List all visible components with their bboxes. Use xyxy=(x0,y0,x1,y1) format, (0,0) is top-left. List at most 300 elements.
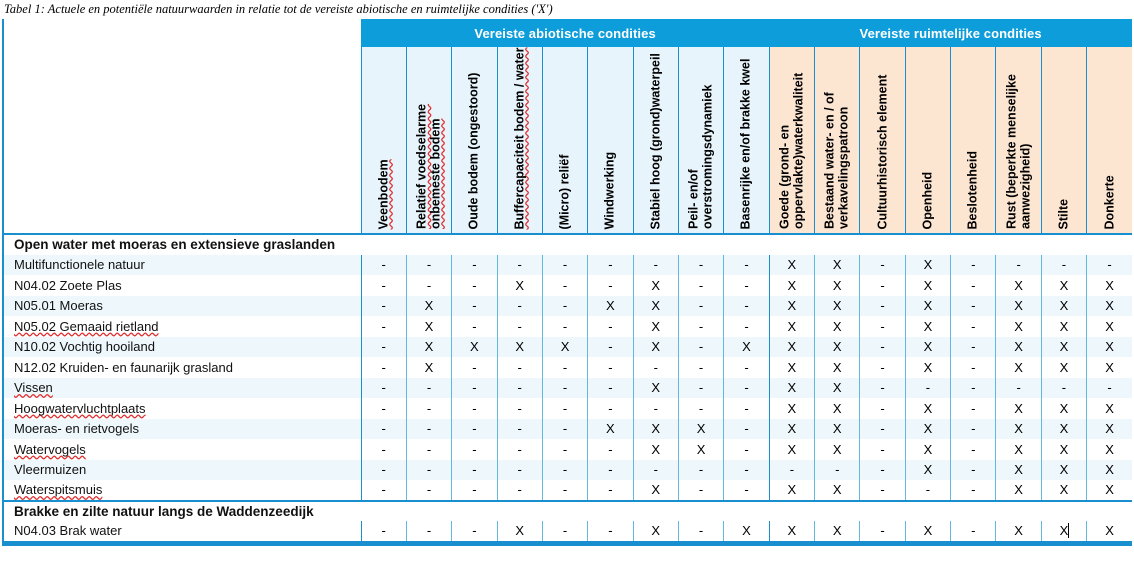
matrix-cell[interactable]: X xyxy=(905,255,950,276)
matrix-cell[interactable]: X xyxy=(769,480,814,501)
matrix-cell[interactable]: - xyxy=(860,398,905,419)
matrix-cell[interactable]: X xyxy=(633,316,678,337)
matrix-cell[interactable]: X xyxy=(815,337,860,358)
matrix-cell[interactable]: - xyxy=(860,480,905,501)
matrix-cell[interactable]: - xyxy=(588,337,633,358)
matrix-cell[interactable]: - xyxy=(951,337,996,358)
matrix-cell[interactable]: - xyxy=(860,275,905,296)
matrix-cell[interactable]: - xyxy=(905,480,950,501)
matrix-cell[interactable]: - xyxy=(860,521,905,542)
matrix-cell[interactable]: - xyxy=(542,316,587,337)
matrix-cell[interactable]: - xyxy=(497,460,542,481)
matrix-cell[interactable]: - xyxy=(678,398,723,419)
matrix-cell[interactable]: - xyxy=(860,337,905,358)
table-row xyxy=(4,337,1132,358)
matrix-cell[interactable]: - xyxy=(951,255,996,276)
column-header-14 xyxy=(996,47,1041,234)
matrix-cell[interactable] xyxy=(452,501,497,522)
matrix-cell[interactable]: - xyxy=(542,275,587,296)
matrix-cell[interactable]: X xyxy=(996,439,1041,460)
column-header-16 xyxy=(1087,47,1132,234)
matrix-cell[interactable]: - xyxy=(361,357,406,378)
matrix-cell[interactable]: - xyxy=(860,419,905,440)
matrix-cell[interactable]: - xyxy=(860,316,905,337)
matrix-cell[interactable] xyxy=(724,501,769,522)
matrix-cell[interactable]: X xyxy=(406,316,451,337)
matrix-cell[interactable]: - xyxy=(678,275,723,296)
row-label xyxy=(4,316,361,337)
section-label: Brakke en zilte natuur langs de Waddenzeedijk xyxy=(4,501,361,522)
matrix-cell[interactable]: X xyxy=(1041,316,1086,337)
matrix-cell[interactable] xyxy=(361,501,406,522)
group-band-row xyxy=(4,19,1132,47)
matrix-cell[interactable]: - xyxy=(542,357,587,378)
table-row xyxy=(4,439,1132,460)
matrix-cell[interactable] xyxy=(815,501,860,522)
matrix-cell[interactable]: - xyxy=(588,460,633,481)
matrix-cell[interactable]: X xyxy=(633,275,678,296)
column-header-7 xyxy=(678,47,723,234)
matrix-cell[interactable]: X xyxy=(1087,439,1132,460)
matrix-cell[interactable]: - xyxy=(724,255,769,276)
matrix-cell[interactable] xyxy=(905,501,950,522)
matrix-cell[interactable]: - xyxy=(452,296,497,317)
matrix-cell[interactable]: - xyxy=(361,316,406,337)
matrix-cell[interactable]: - xyxy=(588,275,633,296)
matrix-cell[interactable]: - xyxy=(361,337,406,358)
matrix-cell[interactable]: X xyxy=(1087,296,1132,317)
matrix-cell[interactable]: - xyxy=(361,275,406,296)
matrix-cell[interactable]: X xyxy=(815,357,860,378)
matrix-cell[interactable] xyxy=(1087,501,1132,522)
table-bottom-rule xyxy=(2,543,1132,546)
matrix-cell[interactable]: X xyxy=(1087,275,1132,296)
row-label: N05.01 Moeras xyxy=(4,296,361,317)
matrix-cell[interactable]: X xyxy=(905,275,950,296)
matrix-cell[interactable]: X xyxy=(815,378,860,399)
matrix-cell[interactable]: X xyxy=(497,521,542,542)
matrix-cell[interactable]: - xyxy=(497,296,542,317)
matrix-cell[interactable]: X xyxy=(497,275,542,296)
matrix-cell[interactable]: - xyxy=(678,460,723,481)
matrix-cell[interactable]: - xyxy=(1041,378,1086,399)
matrix-cell[interactable]: - xyxy=(588,480,633,501)
matrix-cell[interactable]: X xyxy=(905,460,950,481)
matrix-cell[interactable] xyxy=(1087,234,1132,255)
matrix-cell[interactable]: - xyxy=(588,316,633,337)
matrix-cell[interactable]: - xyxy=(542,419,587,440)
matrix-cell[interactable]: - xyxy=(678,316,723,337)
matrix-cell[interactable]: X xyxy=(1087,316,1132,337)
matrix-cell[interactable]: - xyxy=(361,521,406,542)
matrix-cell[interactable]: - xyxy=(542,439,587,460)
matrix-cell[interactable] xyxy=(769,234,814,255)
row-label xyxy=(4,378,361,399)
matrix-cell[interactable] xyxy=(633,501,678,522)
matrix-cell[interactable]: - xyxy=(497,255,542,276)
matrix-cell[interactable]: X xyxy=(815,255,860,276)
matrix-cell[interactable]: - xyxy=(678,480,723,501)
matrix-cell[interactable]: - xyxy=(588,378,633,399)
matrix-cell[interactable] xyxy=(497,501,542,522)
matrix-cell[interactable]: X xyxy=(1041,398,1086,419)
matrix-cell[interactable] xyxy=(1041,501,1086,522)
matrix-cell[interactable]: - xyxy=(361,480,406,501)
matrix-cell[interactable]: - xyxy=(678,521,723,542)
matrix-cell[interactable]: - xyxy=(724,316,769,337)
matrix-cell[interactable]: X xyxy=(996,337,1041,358)
matrix-cell[interactable] xyxy=(542,234,587,255)
matrix-cell[interactable]: X xyxy=(769,378,814,399)
matrix-cell[interactable]: - xyxy=(1087,255,1132,276)
column-header-label: Basenrijke en/of brakke kwel xyxy=(738,58,753,229)
group-header-spatial: Vereiste ruimtelijke condities xyxy=(769,19,1132,47)
matrix-cell[interactable]: - xyxy=(724,296,769,317)
column-header-11 xyxy=(860,47,905,234)
matrix-cell[interactable]: X xyxy=(769,398,814,419)
matrix-cell[interactable]: X xyxy=(769,419,814,440)
matrix-cell[interactable]: X xyxy=(633,480,678,501)
matrix-cell[interactable]: - xyxy=(860,255,905,276)
matrix-cell[interactable]: - xyxy=(588,521,633,542)
row-label-text: Waterspitsmuis xyxy=(14,482,103,498)
matrix-cell[interactable]: X xyxy=(1041,337,1086,358)
matrix-cell[interactable]: - xyxy=(452,480,497,501)
matrix-cell[interactable]: - xyxy=(452,275,497,296)
section-row xyxy=(4,501,1132,522)
column-header-9 xyxy=(769,47,814,234)
matrix-cell[interactable]: - xyxy=(542,521,587,542)
matrix-cell[interactable]: - xyxy=(497,419,542,440)
matrix-cell[interactable]: - xyxy=(542,378,587,399)
matrix-cell[interactable]: - xyxy=(497,378,542,399)
matrix-cell[interactable]: - xyxy=(678,357,723,378)
matrix-cell[interactable]: X xyxy=(815,480,860,501)
matrix-cell[interactable]: X xyxy=(678,439,723,460)
matrix-cell[interactable]: X xyxy=(633,439,678,460)
matrix-cell[interactable]: X xyxy=(542,337,587,358)
matrix-cell[interactable]: - xyxy=(860,357,905,378)
matrix-cell[interactable]: X xyxy=(905,337,950,358)
matrix-cell[interactable]: X xyxy=(406,296,451,317)
matrix-cell[interactable]: - xyxy=(724,398,769,419)
matrix-cell[interactable] xyxy=(1041,234,1086,255)
matrix-cell[interactable]: X xyxy=(996,419,1041,440)
matrix-cell[interactable]: X xyxy=(815,296,860,317)
matrix-cell[interactable] xyxy=(588,501,633,522)
matrix-cell[interactable] xyxy=(769,501,814,522)
matrix-cell[interactable]: X xyxy=(815,439,860,460)
column-header-label: Goede (grond- en oppervlakte)waterkwaliteit xyxy=(777,72,805,229)
matrix-cell[interactable]: - xyxy=(588,357,633,378)
matrix-cell[interactable]: - xyxy=(361,255,406,276)
matrix-cell[interactable]: X xyxy=(905,419,950,440)
column-header-3 xyxy=(497,47,542,234)
matrix-cell[interactable] xyxy=(815,234,860,255)
matrix-cell[interactable]: X xyxy=(452,337,497,358)
matrix-cell[interactable]: - xyxy=(406,521,451,542)
column-header-label: Windwerking xyxy=(602,151,617,229)
matrix-cell[interactable]: - xyxy=(951,316,996,337)
matrix-cell[interactable]: - xyxy=(1087,378,1132,399)
matrix-cell[interactable]: - xyxy=(452,357,497,378)
matrix-cell[interactable]: - xyxy=(361,398,406,419)
matrix-cell[interactable]: - xyxy=(542,460,587,481)
matrix-cell[interactable]: X xyxy=(678,419,723,440)
matrix-cell[interactable]: X xyxy=(588,296,633,317)
matrix-cell[interactable]: X xyxy=(905,439,950,460)
matrix-cell[interactable]: X xyxy=(769,255,814,276)
matrix-cell[interactable]: X xyxy=(1041,296,1086,317)
matrix-cell[interactable]: - xyxy=(951,357,996,378)
matrix-cell[interactable]: X xyxy=(1041,480,1086,501)
matrix-cell[interactable]: X xyxy=(1087,460,1132,481)
matrix-cell[interactable]: X xyxy=(996,480,1041,501)
matrix-cell[interactable]: - xyxy=(452,398,497,419)
matrix-cell[interactable]: - xyxy=(361,439,406,460)
matrix-cell[interactable] xyxy=(361,234,406,255)
matrix-cell[interactable]: - xyxy=(860,439,905,460)
matrix-cell[interactable]: - xyxy=(542,480,587,501)
matrix-cell[interactable]: - xyxy=(996,255,1041,276)
matrix-cell[interactable]: - xyxy=(860,296,905,317)
matrix-cell[interactable]: - xyxy=(361,419,406,440)
matrix-cell[interactable] xyxy=(951,501,996,522)
matrix-cell[interactable]: X xyxy=(815,398,860,419)
matrix-cell[interactable] xyxy=(406,501,451,522)
row-label: N10.02 Vochtig hooiland xyxy=(4,337,361,358)
matrix-cell[interactable]: X xyxy=(724,521,769,542)
matrix-cell[interactable]: - xyxy=(406,398,451,419)
matrix-cell[interactable]: X xyxy=(1087,521,1132,542)
conditions-matrix-table xyxy=(4,19,1132,543)
matrix-cell[interactable]: X xyxy=(996,398,1041,419)
matrix-cell[interactable]: - xyxy=(452,378,497,399)
matrix-cell[interactable]: X xyxy=(905,521,950,542)
matrix-cell[interactable]: X xyxy=(1087,480,1132,501)
matrix-cell[interactable]: X xyxy=(588,419,633,440)
matrix-cell[interactable]: - xyxy=(452,255,497,276)
matrix-cell[interactable]: - xyxy=(361,378,406,399)
matrix-cell[interactable]: - xyxy=(724,480,769,501)
matrix-cell[interactable]: X xyxy=(1041,357,1086,378)
matrix-cell[interactable]: X xyxy=(996,357,1041,378)
matrix-cell[interactable]: - xyxy=(497,480,542,501)
matrix-cell[interactable] xyxy=(724,234,769,255)
matrix-cell[interactable]: - xyxy=(815,460,860,481)
matrix-cell[interactable]: X xyxy=(406,357,451,378)
matrix-cell[interactable] xyxy=(951,234,996,255)
matrix-cell[interactable]: X xyxy=(905,296,950,317)
matrix-cell[interactable] xyxy=(588,234,633,255)
matrix-cell[interactable]: X xyxy=(1087,337,1132,358)
matrix-cell[interactable]: - xyxy=(406,480,451,501)
matrix-cell[interactable] xyxy=(678,234,723,255)
matrix-cell[interactable]: X xyxy=(1087,419,1132,440)
matrix-cell[interactable]: - xyxy=(724,439,769,460)
matrix-cell[interactable]: - xyxy=(678,337,723,358)
matrix-cell[interactable]: - xyxy=(905,378,950,399)
matrix-cell[interactable]: - xyxy=(996,378,1041,399)
matrix-cell[interactable] xyxy=(542,501,587,522)
column-header-15 xyxy=(1041,47,1086,234)
table-container xyxy=(2,19,1132,543)
matrix-cell[interactable]: - xyxy=(452,521,497,542)
matrix-cell[interactable]: - xyxy=(361,460,406,481)
matrix-cell[interactable]: X xyxy=(1041,275,1086,296)
matrix-cell[interactable]: X xyxy=(633,337,678,358)
table-row xyxy=(4,480,1132,501)
matrix-cell[interactable]: - xyxy=(452,460,497,481)
matrix-cell[interactable]: X xyxy=(633,419,678,440)
matrix-cell[interactable] xyxy=(406,234,451,255)
matrix-cell[interactable]: - xyxy=(542,398,587,419)
matrix-cell[interactable]: X xyxy=(769,357,814,378)
matrix-cell[interactable]: - xyxy=(361,296,406,317)
matrix-cell[interactable]: - xyxy=(406,255,451,276)
column-header-label: Bestaand water- en / of verkavelingspatroon xyxy=(822,92,851,229)
matrix-cell[interactable]: - xyxy=(678,255,723,276)
matrix-cell[interactable]: - xyxy=(724,460,769,481)
matrix-cell[interactable]: X xyxy=(1041,419,1086,440)
matrix-cell[interactable]: X xyxy=(769,439,814,460)
matrix-cell[interactable]: - xyxy=(497,357,542,378)
matrix-cell[interactable]: - xyxy=(406,439,451,460)
matrix-cell[interactable]: - xyxy=(678,378,723,399)
matrix-cell[interactable]: - xyxy=(633,398,678,419)
matrix-cell[interactable]: X xyxy=(996,316,1041,337)
column-header-13 xyxy=(951,47,996,234)
matrix-cell[interactable]: X xyxy=(815,521,860,542)
row-label: N12.02 Kruiden- en faunarijk grasland xyxy=(4,357,361,378)
matrix-cell[interactable]: - xyxy=(588,439,633,460)
matrix-cell[interactable]: X xyxy=(1041,460,1086,481)
matrix-cell[interactable]: - xyxy=(951,398,996,419)
matrix-cell[interactable]: X xyxy=(497,337,542,358)
matrix-cell[interactable] xyxy=(905,234,950,255)
table-row xyxy=(4,460,1132,481)
matrix-cell[interactable]: X xyxy=(769,275,814,296)
matrix-cell[interactable]: - xyxy=(497,398,542,419)
table-row xyxy=(4,419,1132,440)
column-header-row xyxy=(4,47,1132,234)
matrix-cell[interactable]: X xyxy=(996,275,1041,296)
matrix-cell[interactable]: - xyxy=(588,398,633,419)
matrix-cell[interactable]: X xyxy=(815,419,860,440)
table-row xyxy=(4,378,1132,399)
matrix-cell[interactable]: X xyxy=(769,521,814,542)
matrix-cell[interactable]: - xyxy=(633,460,678,481)
matrix-cell[interactable]: X xyxy=(996,296,1041,317)
matrix-cell[interactable]: - xyxy=(860,378,905,399)
matrix-cell[interactable]: - xyxy=(406,378,451,399)
matrix-cell[interactable]: - xyxy=(860,460,905,481)
matrix-cell[interactable]: - xyxy=(724,378,769,399)
column-header-0 xyxy=(361,47,406,234)
matrix-cell[interactable]: X xyxy=(905,357,950,378)
matrix-cell[interactable]: X xyxy=(769,296,814,317)
matrix-cell[interactable]: - xyxy=(497,439,542,460)
matrix-cell[interactable]: X xyxy=(406,337,451,358)
matrix-cell[interactable]: - xyxy=(678,296,723,317)
matrix-cell[interactable]: - xyxy=(588,255,633,276)
matrix-cell[interactable]: - xyxy=(951,439,996,460)
matrix-cell[interactable]: X xyxy=(633,521,678,542)
row-label xyxy=(4,480,361,501)
matrix-cell[interactable]: - xyxy=(452,439,497,460)
matrix-cell[interactable]: - xyxy=(951,378,996,399)
matrix-cell[interactable]: X xyxy=(1041,439,1086,460)
row-label: N04.03 Brak water xyxy=(4,521,361,542)
matrix-cell[interactable]: X xyxy=(1041,521,1086,542)
matrix-cell[interactable]: X xyxy=(633,296,678,317)
matrix-cell[interactable]: - xyxy=(497,316,542,337)
matrix-cell[interactable]: - xyxy=(1041,255,1086,276)
matrix-cell[interactable]: - xyxy=(951,296,996,317)
matrix-cell[interactable]: - xyxy=(542,296,587,317)
matrix-cell[interactable] xyxy=(996,234,1041,255)
matrix-cell[interactable]: X xyxy=(996,460,1041,481)
matrix-cell[interactable]: X xyxy=(1087,398,1132,419)
matrix-cell[interactable]: - xyxy=(951,480,996,501)
matrix-cell[interactable] xyxy=(452,234,497,255)
matrix-cell[interactable]: X xyxy=(905,398,950,419)
matrix-cell[interactable]: X xyxy=(815,275,860,296)
matrix-cell[interactable]: - xyxy=(406,275,451,296)
matrix-cell[interactable]: - xyxy=(406,460,451,481)
matrix-cell[interactable] xyxy=(996,501,1041,522)
table-row xyxy=(4,275,1132,296)
matrix-cell[interactable]: - xyxy=(769,460,814,481)
matrix-cell[interactable]: - xyxy=(724,419,769,440)
matrix-cell[interactable]: X xyxy=(769,316,814,337)
column-header-label: Buffercapaciteit bodem / water xyxy=(511,47,526,229)
matrix-cell[interactable]: X xyxy=(724,337,769,358)
matrix-cell[interactable]: X xyxy=(769,337,814,358)
row-label-text: N05.02 Gemaaid rietland xyxy=(14,318,159,334)
column-header-label: (Micro) reliëf xyxy=(557,153,572,229)
matrix-cell[interactable] xyxy=(497,234,542,255)
matrix-cell[interactable] xyxy=(678,501,723,522)
matrix-cell[interactable]: - xyxy=(452,316,497,337)
matrix-cell[interactable]: - xyxy=(724,357,769,378)
matrix-cell[interactable] xyxy=(860,501,905,522)
matrix-cell[interactable]: - xyxy=(724,275,769,296)
matrix-cell[interactable]: X xyxy=(905,316,950,337)
matrix-cell[interactable]: X xyxy=(815,316,860,337)
matrix-cell[interactable]: - xyxy=(452,419,497,440)
matrix-cell[interactable]: - xyxy=(406,419,451,440)
column-header-8 xyxy=(724,47,769,234)
matrix-cell[interactable] xyxy=(860,234,905,255)
column-header-label: Rust (beperkte menselijke aanwezigheid) xyxy=(1004,74,1032,229)
column-header-label: Stilte xyxy=(1056,198,1071,229)
matrix-cell[interactable]: - xyxy=(951,275,996,296)
matrix-cell[interactable]: - xyxy=(633,255,678,276)
column-header-label: Stabiel hoog (grond)waterpeil xyxy=(647,52,662,229)
column-header-label: Peil- en/of overstromingsdynamiek xyxy=(686,84,715,229)
column-header-label: Beslotenheid xyxy=(965,150,980,229)
matrix-cell[interactable]: X xyxy=(1087,357,1132,378)
matrix-cell[interactable]: - xyxy=(951,521,996,542)
matrix-cell[interactable]: X xyxy=(996,521,1041,542)
matrix-cell[interactable]: X xyxy=(633,378,678,399)
matrix-cell[interactable]: - xyxy=(542,255,587,276)
matrix-cell[interactable]: - xyxy=(951,460,996,481)
matrix-cell[interactable]: - xyxy=(951,419,996,440)
matrix-cell[interactable]: - xyxy=(633,357,678,378)
matrix-cell[interactable] xyxy=(633,234,678,255)
